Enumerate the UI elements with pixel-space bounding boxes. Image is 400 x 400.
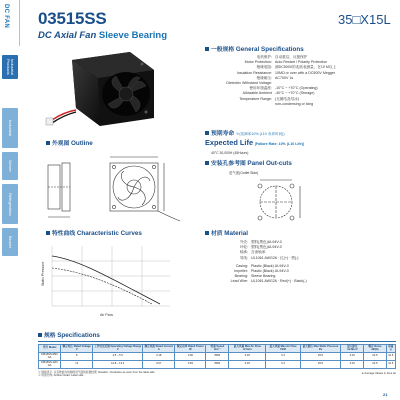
expected-life-value: 40°C 30,000H (45Hours) <box>211 151 249 155</box>
outline-title: 外观图 Outline <box>46 138 93 147</box>
sidebar-category-industrial-products[interactable]: Industrial Products <box>2 55 18 79</box>
specifications-note-airflow: ※ 风的方向: Airflow Outlet: Label side <box>38 374 84 378</box>
spec-row: Allowable Ambient -40°C ~ +70°C (Storage) <box>242 91 315 96</box>
panel-cuts-svg <box>236 178 336 226</box>
table-header-cell: 转速 Speed min⁻¹ <box>206 345 229 353</box>
specifications-divider <box>38 341 396 342</box>
curves-chart-svg <box>40 238 180 320</box>
specifications-title: 规格 Specifications <box>38 330 396 339</box>
panel-cuts-drawing <box>236 178 336 226</box>
curves-title: 特性曲线 Characteristic Curves <box>46 228 142 237</box>
sidebar-category-refrigeration[interactable]: Refrigeration <box>2 184 18 224</box>
specifications-note-rotation: ※ 规格表示, 以有效面为依据的进气面的检测结果. Rotation: Clockwise as seen from the label side <box>38 370 155 374</box>
spec-row: Insulation Resistance: 10MΩ or over with a DC500V Megger <box>236 70 336 75</box>
general-specifications <box>205 44 395 107</box>
fan-size-label: 35□X15L <box>338 12 391 27</box>
section-marker-icon <box>205 131 209 135</box>
sidebar-category-server[interactable]: Server <box>2 152 18 180</box>
expected-life-title: 预期寿命 ※(故障率10% (L10 寿命时间)) <box>205 128 395 137</box>
pq-curve <box>52 256 160 304</box>
specifications-table <box>38 344 396 369</box>
specifications-section <box>38 330 396 378</box>
fan-photo-image <box>42 50 162 128</box>
outline-drawing-svg <box>40 147 200 225</box>
sidebar-category-industrial[interactable]: Industrial <box>2 108 18 148</box>
section-marker-icon <box>205 161 209 165</box>
sidebar-tab-label: DC FAN <box>3 4 9 29</box>
panel-cuts-note: 进气面(Outlet Side) <box>229 171 259 175</box>
table-header-cell: 额定电压 Rated Voltage V <box>61 345 93 353</box>
specifications-note-average: ※ Average Values in Free air <box>361 371 396 375</box>
curves-xlabel: Air Flow <box>100 313 113 317</box>
table-header-cell: 型号 Model <box>39 345 61 353</box>
table-header-cell: 最大静压 inchH₂O <box>341 345 364 353</box>
spec-row: 使用环境温度: -10°C ~ +70°C (Operating) <box>249 86 318 91</box>
sidebar-category-blower[interactable]: Blower <box>2 228 18 256</box>
material-title: 材质 Material <box>205 228 395 237</box>
page-number: 21 <box>383 392 388 397</box>
table-header-cell: 额定功率 Rated Power W <box>175 345 206 353</box>
expected-life-title-en-row <box>205 138 395 147</box>
curves-ylabel: Static Pressure <box>41 261 45 286</box>
specifications-notes <box>38 371 396 378</box>
spec-row: 电机保护: 自动重启，反极保护 <box>256 55 308 59</box>
general-spec-title-en: General Specifications <box>235 46 304 53</box>
subtitle-bearing: Sleeve Bearing <box>98 30 168 41</box>
model-title: 03515SS <box>38 9 107 28</box>
material-list: 外壳: 塑料(黑色)UL94V-0 叶轮: 塑料(黑色)UL94V-0 轴承: 含油轴承 导线: UL1061 AWG26 · 红(+) · 黑(-) Casing: Plastic (Black) UL94V-0 Impeller: Plastic (Black) UL94V-0 Bearing: Sleeve Bearing Lead Wire: UL1061 AWG26 · Red(+) · Black(-) <box>230 240 307 284</box>
spec-row: Temperature Range: (无凝结及结冰) <box>239 96 299 101</box>
spec-row: 绝缘电阻: 测DC500V的兆欧表测量，在10 M以上 <box>256 65 337 70</box>
table-header-cell: 最大风量 Max Air Flow CFM <box>266 345 300 353</box>
outline-drawing <box>40 147 200 225</box>
table-header-row <box>39 345 396 353</box>
spec-row: Motor Protection: Auto Restart / Polarity Protection <box>244 60 328 65</box>
section-marker-icon <box>46 231 50 235</box>
general-spec-title <box>205 44 395 53</box>
subtitle-product-type: DC Axial Fan <box>38 30 97 41</box>
section-marker-icon <box>205 47 209 51</box>
section-marker-icon <box>46 141 50 145</box>
table-header-cell: 最大静压 Max Static Pressure Pa <box>300 345 341 353</box>
curves-chart <box>40 238 180 320</box>
table-row: 03515SS-05N-AA 5 4.5 ~ 5.5 0.18 0.90 8000 0.18 6.4 39.5 0.16 24.5 12.5 <box>39 353 396 361</box>
expected-life-note-en: (Failure Rate: 10% (L10 Life)) <box>254 142 305 146</box>
table-row: 03515SS-12N-AA 12 10.8 ~ 13.2 0.07 0.84 8000 0.18 6.4 39.5 0.16 24.5 12.5 <box>39 361 396 369</box>
expected-life-note: ※(故障率10% (L10 寿命时间)) <box>235 132 285 136</box>
table-header-cell: 最大风量 Max Air Flow m³/min <box>229 345 266 353</box>
spec-row: non-condensing or icing <box>275 101 314 106</box>
expected-life <box>205 128 395 155</box>
panel-cuts-title: 安装孔参考图 Panel Out-cuts <box>205 158 395 167</box>
table-header-cell: 工作电压范围 Operating Voltage Range V <box>93 345 143 353</box>
impedance-curve <box>52 268 152 304</box>
sidebar-tab <box>0 0 20 46</box>
fan-photo <box>42 50 162 128</box>
section-marker-icon <box>38 333 42 337</box>
sidebar <box>0 0 20 400</box>
section-marker-icon <box>205 231 209 235</box>
curves-section <box>46 228 142 237</box>
general-spec-title-cn: 一般规格 <box>211 47 235 53</box>
table-header-cell: 噪音 Noise dB(A) <box>364 345 386 353</box>
general-spec-list <box>205 55 395 107</box>
panel-cuts-section <box>205 158 395 175</box>
spec-row: 绝缘耐压: AC700V 1s <box>256 75 294 80</box>
table-header-cell: 额定电流 Rated Current A <box>143 345 175 353</box>
expected-life-title-en: Expected Life <box>205 138 254 147</box>
table-header-cell: 重量 g <box>386 345 395 353</box>
outline-section <box>46 138 93 147</box>
model-subtitle <box>38 30 167 41</box>
material-section <box>205 228 395 285</box>
spec-row: Dielectric Withstand Voltage: <box>226 81 272 86</box>
